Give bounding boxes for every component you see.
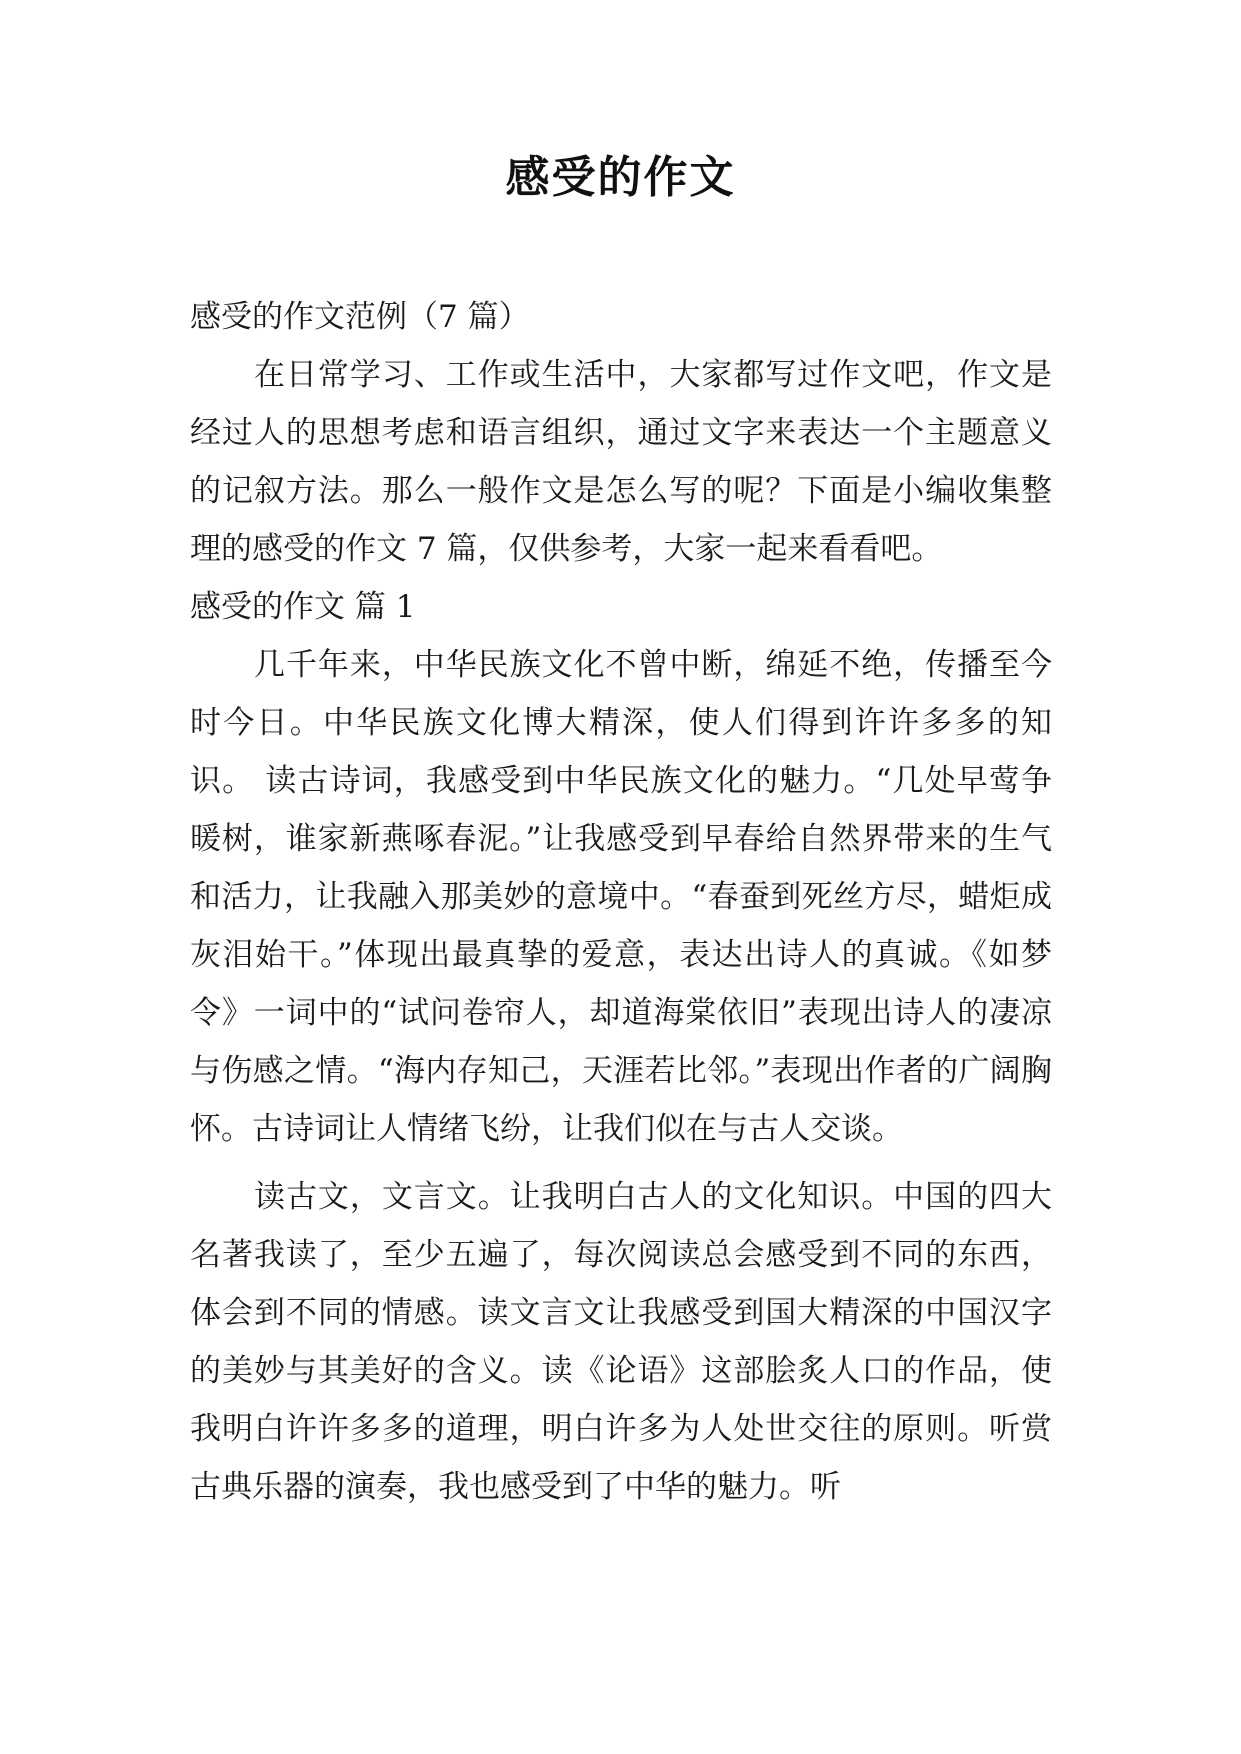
body-paragraph: 读古文，文言文。让我明白古人的文化知识。中国的四大名著我读了，至少五遍了，每次阅读总会感受到不同的东西，体会到不同的情感。读文言文让我感受到国大精深的中国汉字的美妙与其美好的含义。读《论语》这部脍炙人口的作品，使我明白许许多多的道理，明白许多为人处世交往的原则。听赏古典乐器的演奏，我也感受到了中华的魅力。听 [190,1179,1052,1505]
section-heading: 感受的作文 篇 1 [190,589,416,625]
document-subtitle: 感受的作文范例（7 篇） [190,299,530,335]
document-body [190,288,1052,1516]
body-paragraph: 几千年来，中华民族文化不曾中断，绵延不绝，传播至今时今日。中华民族文化博大精深，使人们得到许许多多的知识。 读古诗词，我感受到中华民族文化的魅力。“几处早莺争暖树，谁家新燕啄春泥。”让我感受到早春给自然界带来的生气和活力，让我融入那美妙的意境中。“春蚕到死丝方尽，蜡炬成灰泪始干。”体现出最真挚的爱意，表达出诗人的真诚。《如梦令》一词中的“试问卷帘人，却道海棠依旧”表现出诗人的凄凉与伤感之情。“海内存知己，天涯若比邻。”表现出作者的广阔胸怀。古诗词让人情绪飞纷，让我们似在与古人交谈。 [190,647,1052,1147]
document-title: 感受的作文 [505,152,736,203]
intro-paragraph: 在日常学习、工作或生活中，大家都写过作文吧，作文是经过人的思想考虑和语言组织，通过文字来表达一个主题意义的记叙方法。那么一般作文是怎么写的呢？下面是小编收集整理的感受的作文 7 篇，仅供参考，大家一起来看看吧。 [190,357,1052,567]
